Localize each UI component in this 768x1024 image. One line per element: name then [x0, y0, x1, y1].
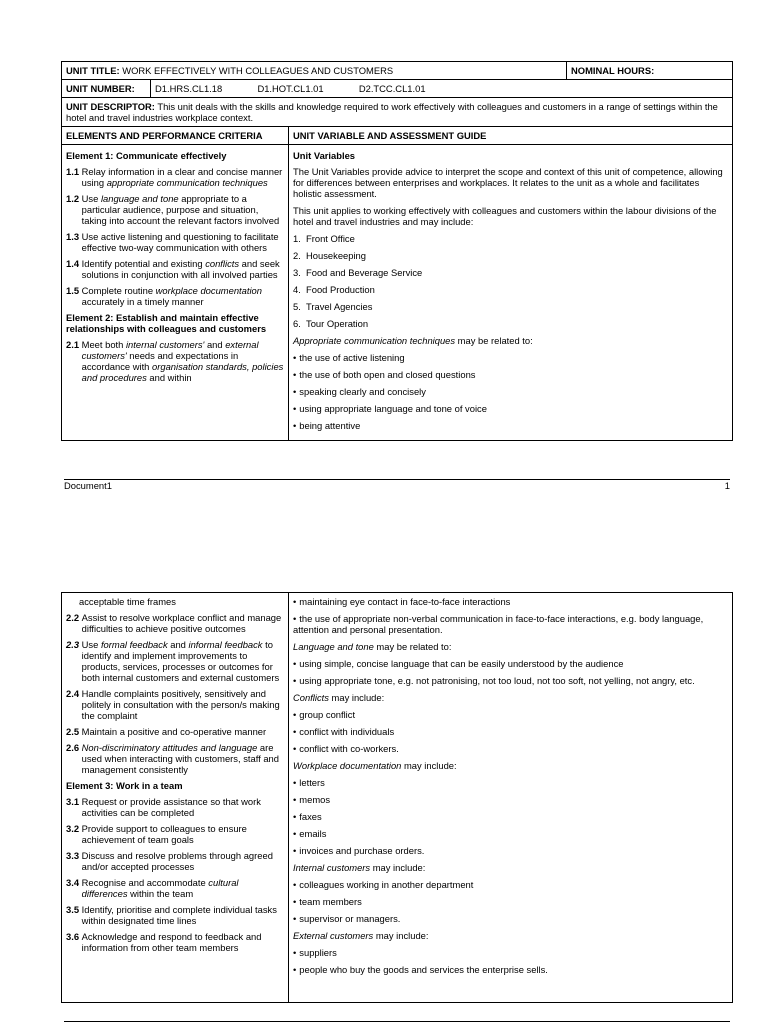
- criterion-2-1: [66, 339, 284, 383]
- variable-term: Appropriate communication techniques: [293, 335, 456, 346]
- criterion-number: 1.2: [66, 193, 80, 204]
- unit-title-cell: [62, 62, 567, 80]
- unit-table-page1: [61, 61, 733, 441]
- element-3-heading: Element 3: Work in a team: [66, 780, 183, 791]
- criterion-text: Acknowledge and respond to feedback and information from other team members: [81, 931, 262, 953]
- list-item: • supervisor or managers.: [293, 913, 728, 924]
- criterion-text: and: [167, 639, 189, 650]
- criterion-3-1: [66, 796, 284, 818]
- criterion-2-3: [66, 639, 284, 683]
- column-heading-row: [62, 127, 733, 145]
- element-2-heading: Element 2: Establish and maintain effective relationships with colleagues and customers: [66, 312, 267, 334]
- list-item: 3. Food and Beverage Service: [293, 267, 423, 278]
- internal-customers-heading: [293, 862, 728, 873]
- criterion-italic: internal customers': [125, 339, 205, 350]
- variable-term: Internal customers: [293, 862, 371, 873]
- unit-number-values: [151, 80, 733, 98]
- criterion-text: Maintain a positive and co-operative manner: [81, 726, 267, 737]
- list-item: 5. Travel Agencies: [293, 301, 373, 312]
- list-item: • colleagues working in another department: [293, 879, 728, 890]
- unit-variables-intro: The Unit Variables provide advice to interpret the scope and context of this unit of competence, allowing for differences between enterprises and workplaces. It relates to the unit as a whole and facilitates holistic assessment.: [293, 166, 723, 199]
- conflicts-heading: [293, 692, 728, 703]
- criterion-text: Handle complaints positively, sensitively and politely in consultation with the person/s making the complaint: [81, 688, 280, 721]
- footer-rule: [64, 479, 730, 480]
- list-item: • the use of both open and closed questions: [293, 369, 728, 380]
- list-item: • speaking clearly and concisely: [293, 386, 728, 397]
- footer-rule: [64, 1021, 730, 1022]
- criterion-2-1-continued: [66, 596, 284, 607]
- labour-divisions-list: [293, 233, 728, 329]
- variables-column: [289, 145, 733, 441]
- list-item: 6. Tour Operation: [293, 318, 369, 329]
- criterion-text: to identify and implement improvements to products, services, processes or outcomes for both internal customers and external customers: [81, 639, 280, 683]
- unit-number-label: UNIT NUMBER:: [62, 80, 151, 98]
- criterion-number: 3.4: [66, 877, 80, 888]
- criterion-number: 2.3: [66, 639, 80, 650]
- unit-number-2: D1.HOT.CL1.01: [257, 83, 324, 94]
- criterion-3-3: [66, 850, 284, 872]
- criterion-number: 2.6: [66, 742, 80, 753]
- list-item: • group conflict: [293, 709, 728, 720]
- list-item: 4. Food Production: [293, 284, 375, 295]
- criterion-1-4: [66, 258, 284, 280]
- criterion-text: Identify potential and existing: [81, 258, 206, 269]
- criterion-1-3: [66, 231, 284, 253]
- unit-descriptor-label: UNIT DESCRIPTOR:: [66, 101, 155, 112]
- list-item: 2. Housekeeping: [293, 250, 366, 261]
- footer-page-number: 1: [724, 480, 730, 491]
- unit-number-row: [62, 80, 733, 98]
- criterion-number: 2.1: [66, 339, 80, 350]
- nominal-hours-label: NOMINAL HOURS:: [567, 62, 733, 80]
- criterion-number: 2.4: [66, 688, 80, 699]
- variable-term-rest: may include:: [370, 862, 426, 873]
- communication-techniques-heading: [293, 335, 728, 346]
- criterion-number: 2.5: [66, 726, 80, 737]
- criterion-2-6: [66, 742, 284, 775]
- list-item: • using simple, concise language that can be easily understood by the audience: [293, 658, 728, 669]
- content-row: [62, 593, 733, 1003]
- variable-term-rest: may be related to:: [373, 641, 452, 652]
- variables-heading: UNIT VARIABLE AND ASSESSMENT GUIDE: [289, 127, 733, 145]
- criterion-number: 2.2: [66, 612, 80, 623]
- list-item: • using appropriate language and tone of voice: [293, 403, 728, 414]
- variable-term: Language and tone: [293, 641, 374, 652]
- criterion-1-5: [66, 285, 284, 307]
- criterion-text: Request or provide assistance so that work activities can be completed: [81, 796, 261, 818]
- criterion-text: and within: [146, 372, 192, 383]
- criterion-text: appropriate to a particular audience, purpose and situation, taking into account the relevant factors involved: [81, 193, 280, 226]
- list-item: • the use of active listening: [293, 352, 728, 363]
- communication-techniques-list: [293, 352, 728, 431]
- criterion-italic: workplace documentation: [155, 285, 262, 296]
- unit-title-value: WORK EFFECTIVELY WITH COLLEAGUES AND CUSTOMERS: [122, 65, 394, 76]
- criterion-number: 3.6: [66, 931, 80, 942]
- list-item: • suppliers: [293, 947, 728, 958]
- list-item: • being attentive: [293, 420, 728, 431]
- criterion-text: Provide support to colleagues to ensure achievement of team goals: [81, 823, 247, 845]
- unit-number-1: D1.HRS.CL1.18: [155, 83, 223, 94]
- criterion-text: Assist to resolve workplace conflict and manage difficulties to achieve positive outcomes: [81, 612, 282, 634]
- criterion-2-5: [66, 726, 284, 737]
- criterion-number: 1.1: [66, 166, 80, 177]
- criterion-text: Use: [81, 639, 101, 650]
- criterion-number: 3.5: [66, 904, 80, 915]
- element-1-heading: Element 1: Communicate effectively: [66, 150, 227, 161]
- criterion-number: 3.1: [66, 796, 80, 807]
- criterion-italic: cultural differences: [81, 877, 239, 899]
- list-item: • letters: [293, 777, 728, 788]
- variables-column: [289, 593, 733, 1003]
- criterion-2-2: [66, 612, 284, 634]
- workplace-documentation-heading: [293, 760, 728, 771]
- criterion-text: Recognise and accommodate: [81, 877, 209, 888]
- criterion-number: 3.3: [66, 850, 80, 861]
- list-item: • people who buy the goods and services the enterprise sells.: [293, 964, 728, 975]
- list-item: • emails: [293, 828, 728, 839]
- criterion-text: within the team: [127, 888, 194, 899]
- criterion-3-6: [66, 931, 284, 953]
- conflicts-list: [293, 709, 728, 754]
- unit-variables-heading: Unit Variables: [293, 150, 356, 161]
- language-tone-heading: [293, 641, 728, 652]
- criterion-text: Discuss and resolve problems through agreed and/or accepted processes: [81, 850, 273, 872]
- criterion-1-2: [66, 193, 284, 226]
- criterion-number: 1.3: [66, 231, 80, 242]
- variable-term: Workplace documentation: [293, 760, 402, 771]
- footer-document-name: Document1: [64, 480, 112, 491]
- external-customers-heading: [293, 930, 728, 941]
- unit-table-page2: [61, 592, 733, 1003]
- list-item: • faxes: [293, 811, 728, 822]
- variable-term-rest: may be related to:: [455, 335, 533, 346]
- variable-term-rest: may include:: [328, 692, 385, 703]
- variable-term: External customers: [293, 930, 374, 941]
- workplace-documentation-list: [293, 777, 728, 856]
- criterion-text: Use: [81, 193, 101, 204]
- list-item: • memos: [293, 794, 728, 805]
- unit-descriptor-text: This unit deals with the skills and knowledge required to work effectively with colleagues and customers in a range of settings within the hotel and travel industries workplace context.: [66, 101, 718, 123]
- criterion-text: accurately in a timely manner: [81, 296, 204, 307]
- external-customers-list: [293, 947, 728, 975]
- criterion-2-4: [66, 688, 284, 721]
- criterion-1-1: [66, 166, 284, 188]
- variable-term: Conflicts: [293, 692, 329, 703]
- list-item: • conflict with co-workers.: [293, 743, 728, 754]
- criterion-italic: formal feedback: [100, 639, 168, 650]
- criterion-number: 1.4: [66, 258, 80, 269]
- criterion-number: 3.2: [66, 823, 80, 834]
- labour-divisions-intro: This unit applies to working effectively with colleagues and customers within the labour divisions of the hotel and travel industries and may include:: [293, 205, 717, 227]
- elements-column: [62, 593, 289, 1003]
- unit-descriptor-cell: [62, 98, 733, 127]
- variable-term-rest: may include:: [401, 760, 457, 771]
- list-item: 1. Front Office: [293, 233, 355, 244]
- criterion-number: 1.5: [66, 285, 80, 296]
- criterion-italic: conflicts: [205, 258, 240, 269]
- criterion-text: acceptable time frames: [79, 596, 176, 607]
- unit-descriptor-row: [62, 98, 733, 127]
- content-row: [62, 145, 733, 441]
- criterion-text: and: [204, 339, 226, 350]
- criterion-text: needs and expectations in accordance with: [81, 350, 239, 372]
- list-item: • the use of appropriate non-verbal communication in face-to-face interactions, e.g. body language, attention and personal presentation.: [293, 613, 728, 635]
- criterion-italic: language and tone: [100, 193, 179, 204]
- elements-column: [62, 145, 289, 441]
- criterion-3-4: [66, 877, 284, 899]
- criterion-3-5: [66, 904, 284, 926]
- variable-term-rest: may include:: [373, 930, 429, 941]
- criterion-italic: organisation standards, policies and procedures: [81, 361, 284, 383]
- criterion-text: Use active listening and questioning to facilitate effective two-way communication with others: [81, 231, 279, 253]
- criterion-italic: informal feedback: [188, 639, 263, 650]
- communication-techniques-list-continued: [293, 596, 728, 635]
- list-item: • maintaining eye contact in face-to-face interactions: [293, 596, 728, 607]
- criterion-italic: Non-discriminatory attitudes and language: [81, 742, 258, 753]
- unit-number-3: D2.TCC.CL1.01: [358, 83, 426, 94]
- unit-title-row: [62, 62, 733, 80]
- unit-title-label: UNIT TITLE:: [66, 65, 120, 76]
- criterion-text: Identify, prioritise and complete individual tasks within designated time lines: [81, 904, 277, 926]
- criterion-text: Meet both: [81, 339, 126, 350]
- internal-customers-list: [293, 879, 728, 924]
- criterion-text: are used when interacting with customers, staff and management consistently: [81, 742, 279, 775]
- language-tone-list: [293, 658, 728, 686]
- criterion-text: Relay information in a clear and concise manner using: [81, 166, 283, 188]
- elements-heading: ELEMENTS AND PERFORMANCE CRITERIA: [62, 127, 289, 145]
- criterion-italic: appropriate communication techniques: [106, 177, 268, 188]
- list-item: • conflict with individuals: [293, 726, 728, 737]
- criterion-3-2: [66, 823, 284, 845]
- criterion-text: and seek solutions in conjunction with all involved parties: [81, 258, 280, 280]
- criterion-text: Complete routine: [81, 285, 156, 296]
- list-item: • invoices and purchase orders.: [293, 845, 728, 856]
- list-item: • using appropriate tone, e.g. not patronising, not too loud, not too soft, not yelling, not angry, etc.: [293, 675, 728, 686]
- list-item: • team members: [293, 896, 728, 907]
- criterion-italic: external customers': [81, 339, 259, 361]
